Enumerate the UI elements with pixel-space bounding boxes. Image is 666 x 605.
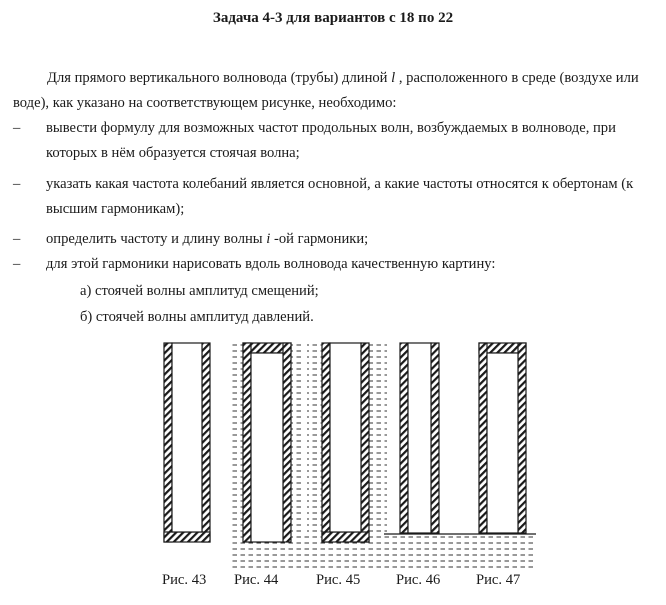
intro-text-2: , расположенного в среде (воздухе или воде), как указано на соответствующем рисунке, необходимо:: [13, 70, 639, 111]
tube-fig45: [322, 343, 369, 542]
figures: [0, 330, 666, 570]
list-dash: –: [13, 256, 21, 272]
list-item-text-part: определить частоту и длину волны: [46, 231, 267, 247]
intro-text-1: Для прямого вертикального волновода (трубы) длиной: [47, 70, 392, 86]
list-item: [13, 172, 653, 221]
list-item: [13, 116, 653, 165]
list-item: [13, 252, 653, 277]
task-title: Задача 4-3 для вариантов с 18 по 22: [212, 10, 454, 26]
caption-fig45: Рис. 45: [316, 572, 361, 588]
caption-fig44: Рис. 44: [234, 572, 279, 588]
list-dash: –: [13, 120, 21, 136]
list-item-text: [13, 227, 653, 252]
tube-fig44: [243, 343, 291, 542]
caption-fig43: Рис. 43: [162, 572, 207, 588]
list-item-text-part: -ой гармоники;: [270, 231, 369, 247]
list-dash: –: [13, 176, 21, 192]
intro-paragraph: [13, 66, 653, 115]
subitem-b: б) стоячей волны амплитуд давлений.: [80, 309, 314, 325]
list-item: [13, 227, 653, 252]
tube-fig46: [400, 343, 439, 533]
length-variable: l: [391, 70, 396, 86]
subitem-a: а) стоячей волны амплитуд смещений;: [80, 283, 319, 299]
list-item-text: для этой гармоники нарисовать вдоль волновода качественную картину:: [46, 256, 496, 272]
harmonic-variable: i: [266, 231, 271, 247]
caption-fig47: Рис. 47: [476, 572, 521, 588]
tube-fig47: [479, 343, 526, 533]
list-item-text: указать какая частота колебаний является основной, а какие частоты относятся к обертонам (к высшим гармоникам);: [46, 176, 634, 217]
tube-fig43: [164, 343, 210, 542]
list-item-text: вывести формулу для возможных частот продольных волн, возбуждаемых в волноводе, при которых в нём образуется стоячая волна;: [46, 120, 616, 161]
caption-fig46: Рис. 46: [396, 572, 441, 588]
list-dash: –: [13, 231, 21, 247]
